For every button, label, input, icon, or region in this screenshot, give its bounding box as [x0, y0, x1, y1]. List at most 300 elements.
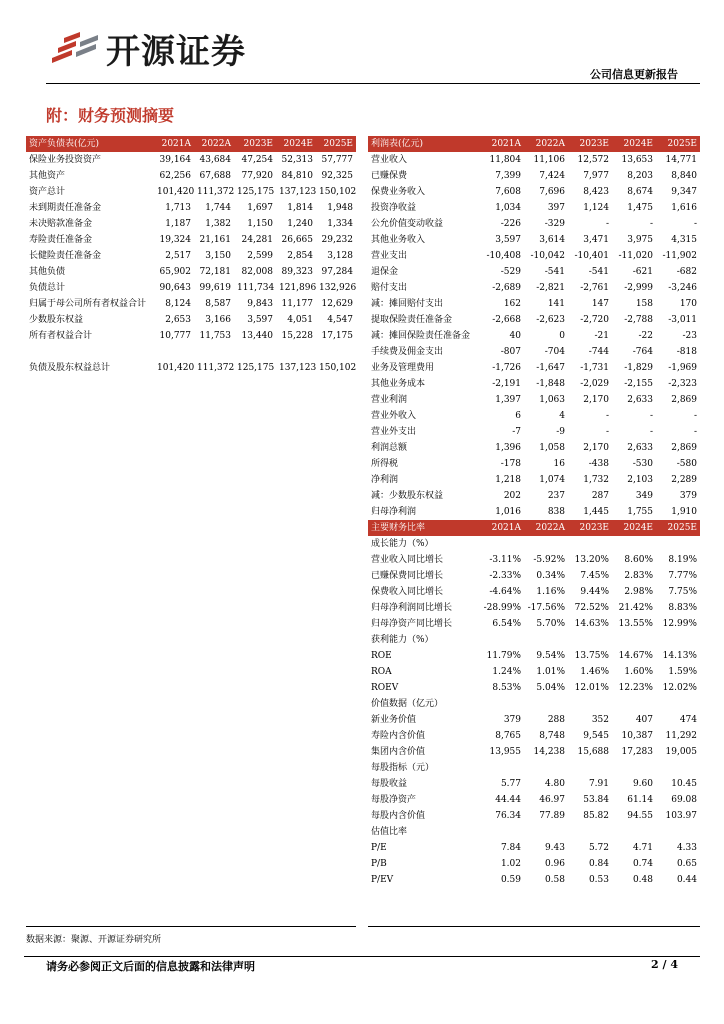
cell-value: 3,471	[583, 235, 609, 245]
cell-value: 43,684	[199, 155, 231, 165]
row-label: 归母净资产同比增长	[371, 619, 453, 629]
cell-value: 1,382	[205, 219, 231, 229]
cell-value: 57,777	[321, 155, 353, 165]
row-label: 营业收入同比增长	[371, 555, 444, 565]
cell-value: 1,697	[247, 203, 273, 213]
year-header: 2024E	[612, 520, 656, 536]
key-ratios-title: 主要财务比率	[368, 520, 480, 536]
cell-value: 237	[547, 491, 565, 501]
table-row	[368, 856, 700, 872]
cell-value: -704	[544, 347, 565, 357]
cell-value: 1,187	[165, 219, 191, 229]
cell-value: 0	[559, 331, 565, 341]
cell-value: 1,034	[495, 203, 521, 213]
cell-value: 137,123	[279, 363, 316, 373]
cell-value: 21,161	[199, 235, 231, 245]
cell-value: -530	[632, 459, 653, 469]
table-row	[368, 600, 700, 616]
cell-value: 2,653	[165, 315, 191, 325]
year-header: 2025E	[316, 136, 356, 152]
table-row	[368, 648, 700, 664]
cell-value: 101,420	[157, 187, 194, 197]
cell-value	[612, 824, 656, 840]
cell-value: -	[605, 427, 609, 437]
cell-value: 10.45	[671, 779, 697, 789]
cell-value: 14.13%	[662, 651, 697, 661]
cell-value: 1.01%	[536, 667, 565, 677]
table-row	[368, 664, 700, 680]
cell-value: 11,106	[533, 155, 565, 165]
cell-value: 12.23%	[618, 683, 653, 693]
table-row	[368, 488, 700, 504]
row-label: 少数股东权益	[29, 315, 84, 325]
table-row	[26, 184, 356, 200]
row-label: 营业外收入	[371, 411, 417, 421]
cell-value: -818	[676, 347, 697, 357]
cell-value: -3,011	[668, 315, 697, 325]
cell-value: -807	[500, 347, 521, 357]
income-statement-title: 利润表(亿元)	[368, 136, 480, 152]
cell-value: 1,058	[539, 443, 565, 453]
cell-value: 111,372	[197, 187, 234, 197]
income-statement-table	[368, 136, 700, 888]
cell-value: 147	[591, 299, 609, 309]
cell-value	[612, 696, 656, 712]
cell-value: 1,240	[287, 219, 313, 229]
cell-value: 1.16%	[536, 587, 565, 597]
cell-value: -4.64%	[489, 587, 521, 597]
cell-value: 3,975	[627, 235, 653, 245]
row-label: 所得税	[371, 459, 399, 469]
row-label: 估值比率	[371, 827, 408, 837]
cell-value: -529	[500, 267, 521, 277]
cell-value: 8.19%	[668, 555, 697, 565]
cell-value: 5.77	[500, 779, 521, 789]
cell-value: 202	[503, 491, 521, 501]
row-label: 归母净利润	[371, 507, 417, 517]
table-row	[368, 616, 700, 632]
cell-value: 0.34%	[536, 571, 565, 581]
cell-value: 11,177	[281, 299, 313, 309]
balance-sheet-header	[26, 136, 356, 152]
row-label	[26, 344, 154, 360]
cell-value	[656, 536, 700, 552]
report-type: 公司信息更新报告	[590, 68, 678, 81]
cell-value: 1.24%	[492, 667, 521, 677]
table-row	[368, 744, 700, 760]
cell-value: -	[693, 219, 697, 229]
row-label: ROE	[371, 651, 392, 661]
cell-value	[656, 760, 700, 776]
row-label: 其他负债	[29, 267, 66, 277]
cell-value: -17.56%	[527, 603, 565, 613]
cell-value: -	[649, 219, 653, 229]
row-label: 资产总计	[29, 187, 66, 197]
cell-value: 99,619	[199, 283, 231, 293]
cell-value: 12.02%	[662, 683, 697, 693]
cell-value: 8,840	[671, 171, 697, 181]
row-label: 营业收入	[371, 155, 408, 165]
table-row	[368, 200, 700, 216]
cell-value	[316, 344, 356, 360]
cell-value: 7,608	[495, 187, 521, 197]
cell-value: -10,408	[486, 251, 521, 261]
table-row	[26, 200, 356, 216]
cell-value: 89,323	[281, 267, 313, 277]
cell-value: 0.74	[632, 859, 653, 869]
table-row	[368, 328, 700, 344]
cell-value: 2,517	[165, 251, 191, 261]
table-row	[368, 472, 700, 488]
cell-value: 8,587	[205, 299, 231, 309]
key-ratios-body	[368, 536, 700, 888]
cell-value: -329	[544, 219, 565, 229]
cell-value	[612, 536, 656, 552]
cell-value: 150,102	[319, 363, 356, 373]
cell-value: 1,150	[247, 219, 273, 229]
cell-value: 1,948	[327, 203, 353, 213]
cell-value: 92,325	[321, 171, 353, 181]
year-header: 2023E	[568, 520, 612, 536]
row-label: 未到期责任准备金	[29, 203, 102, 213]
cell-value: -2.33%	[489, 571, 521, 581]
cell-value: 0.96	[544, 859, 565, 869]
table-row	[368, 392, 700, 408]
row-label: 获利能力（%）	[371, 635, 434, 645]
cell-value: 11,292	[665, 731, 697, 741]
cell-value: 4,315	[671, 235, 697, 245]
header-divider	[46, 83, 700, 84]
table-row	[368, 568, 700, 584]
cell-value: 13.75%	[574, 651, 609, 661]
cell-value	[524, 696, 568, 712]
income-statement-header	[368, 136, 700, 152]
source-divider-left	[26, 926, 356, 927]
page-title: 附：财务预测摘要	[46, 106, 175, 125]
cell-value: 13.20%	[574, 555, 609, 565]
cell-value: 1,755	[627, 507, 653, 517]
cell-value: 2,170	[583, 395, 609, 405]
cell-value: -226	[500, 219, 521, 229]
row-label: 营业利润	[371, 395, 408, 405]
cell-value: 2,170	[583, 443, 609, 453]
cell-value: -682	[676, 267, 697, 277]
cell-value: 69.08	[671, 795, 697, 805]
cell-value: 379	[679, 491, 697, 501]
cell-value	[234, 344, 276, 360]
cell-value: -1,647	[536, 363, 565, 373]
cell-value: 2,869	[671, 395, 697, 405]
cell-value: 8.53%	[492, 683, 521, 693]
row-label: 新业务价值	[371, 715, 417, 725]
cell-value: 1,063	[539, 395, 565, 405]
cell-value: 8,423	[583, 187, 609, 197]
cell-value: 16	[553, 459, 565, 469]
cell-value: -2,821	[536, 283, 565, 293]
cell-value: 0.58	[544, 875, 565, 885]
table-row	[368, 680, 700, 696]
cell-value: 19,324	[159, 235, 191, 245]
table-row	[26, 312, 356, 328]
year-header: 2025E	[656, 520, 700, 536]
year-header: 2022A	[524, 520, 568, 536]
balance-sheet-title: 资产负债表(亿元)	[26, 136, 154, 152]
cell-value: 1,397	[495, 395, 521, 405]
cell-value: 1.46%	[580, 667, 609, 677]
cell-value: -621	[632, 267, 653, 277]
cell-value: -21	[594, 331, 609, 341]
data-source-note: 数据来源：聚源、开源证券研究所	[26, 935, 162, 945]
cell-value: 9.44%	[580, 587, 609, 597]
cell-value: 170	[679, 299, 697, 309]
row-label: 已赚保费	[371, 171, 408, 181]
cell-value: 1.59%	[668, 667, 697, 677]
cell-value: -11,020	[618, 251, 653, 261]
cell-value: 5.70%	[536, 619, 565, 629]
cell-value: 2,869	[671, 443, 697, 453]
table-row	[368, 360, 700, 376]
table-row	[26, 216, 356, 232]
table-row	[368, 248, 700, 264]
table-row	[368, 872, 700, 888]
year-header: 2021A	[480, 136, 524, 152]
source-divider-right	[368, 926, 700, 927]
cell-value: 838	[547, 507, 565, 517]
cell-value: 8,765	[495, 731, 521, 741]
cell-value: 125,175	[237, 187, 275, 197]
table-row	[368, 712, 700, 728]
cell-value: 2.98%	[624, 587, 653, 597]
cell-value: 13,440	[241, 331, 273, 341]
cell-value: 7,399	[495, 171, 521, 181]
key-ratios-header-group	[368, 520, 700, 536]
cell-value: 6.54%	[492, 619, 521, 629]
cell-value: 39,164	[159, 155, 191, 165]
brand-name: 开源证券	[106, 31, 246, 72]
row-label: 寿险内含价值	[371, 731, 426, 741]
balance-sheet-table	[26, 136, 356, 376]
cell-value	[480, 632, 524, 648]
cell-value: -2,788	[624, 315, 653, 325]
table-row	[26, 264, 356, 280]
cell-value	[568, 536, 612, 552]
footer-divider	[24, 956, 700, 957]
cell-value: 4.71	[632, 843, 653, 853]
cell-value: 2,103	[627, 475, 653, 485]
cell-value: 82,008	[241, 267, 273, 277]
cell-value: 1,910	[671, 507, 697, 517]
cell-value: -178	[500, 459, 521, 469]
row-label: 集团内含价值	[371, 747, 426, 757]
table-row	[368, 440, 700, 456]
cell-value: -2,668	[492, 315, 521, 325]
key-ratios-header	[368, 520, 700, 536]
row-label: 每股收益	[371, 779, 408, 789]
table-row	[368, 776, 700, 792]
cell-value	[276, 344, 316, 360]
year-header: 2021A	[154, 136, 194, 152]
cell-value: 14.63%	[574, 619, 609, 629]
cell-value: -1,829	[624, 363, 653, 373]
table-row	[368, 264, 700, 280]
cell-value: -541	[588, 267, 609, 277]
cell-value: 2,599	[247, 251, 273, 261]
year-header: 2023E	[234, 136, 276, 152]
cell-value: 15,228	[281, 331, 313, 341]
cell-value: 10,387	[621, 731, 653, 741]
cell-value: 47,254	[241, 155, 273, 165]
cell-value: 2,289	[671, 475, 697, 485]
cell-value: 3,128	[327, 251, 353, 261]
row-label: 负债及股东权益总计	[29, 363, 111, 373]
table-row	[26, 360, 356, 376]
cell-value: 7.91	[588, 779, 609, 789]
cell-value: 19,005	[665, 747, 697, 757]
row-label: 业务及管理费用	[371, 363, 435, 373]
cell-value: 13,955	[489, 747, 521, 757]
cell-value: -5.92%	[533, 555, 565, 565]
cell-value: -2,623	[536, 315, 565, 325]
cell-value: 150,102	[319, 187, 356, 197]
row-label: 价值数据（亿元）	[371, 699, 444, 709]
cell-value: -	[693, 427, 697, 437]
row-label: 提取保险责任准备金	[371, 315, 453, 325]
table-row	[368, 792, 700, 808]
cell-value: 132,926	[319, 283, 356, 293]
brand-logo	[50, 28, 246, 72]
cell-value	[568, 824, 612, 840]
cell-value: 29,232	[321, 235, 353, 245]
cell-value: -3,246	[668, 283, 697, 293]
cell-value: 3,597	[495, 235, 521, 245]
cell-value: 407	[635, 715, 653, 725]
cell-value: 77.89	[539, 811, 565, 821]
cell-value: -3.11%	[489, 555, 521, 565]
row-label: 长健险责任准备金	[29, 251, 102, 261]
cell-value: 8,748	[539, 731, 565, 741]
cell-value: 1.02	[500, 859, 521, 869]
cell-value: 101,420	[157, 363, 194, 373]
cell-value: 349	[635, 491, 653, 501]
cell-value: 24,281	[241, 235, 273, 245]
cell-value: -2,191	[492, 379, 521, 389]
cell-value: 397	[547, 203, 565, 213]
cell-value	[568, 632, 612, 648]
cell-value: 14,771	[665, 155, 697, 165]
cell-value: 8,124	[165, 299, 191, 309]
cell-value: 7.45%	[580, 571, 609, 581]
balance-sheet-body	[26, 152, 356, 376]
cell-value: 53.84	[583, 795, 609, 805]
row-label: P/B	[371, 859, 387, 869]
cell-value: 14.67%	[618, 651, 653, 661]
row-label: 其他业务成本	[371, 379, 426, 389]
row-label: 退保金	[371, 267, 399, 277]
cell-value: 11.79%	[486, 651, 521, 661]
row-label: 营业支出	[371, 251, 408, 261]
cell-value: 13.55%	[618, 619, 653, 629]
cell-value: -	[649, 411, 653, 421]
row-label: 手续费及佣金支出	[371, 347, 444, 357]
cell-value: 4.33	[676, 843, 697, 853]
cell-value: 4.80	[544, 779, 565, 789]
cell-value: 85.82	[583, 811, 609, 821]
cell-value: -10,042	[530, 251, 565, 261]
cell-value: 474	[679, 715, 697, 725]
cell-value: 4	[559, 411, 565, 421]
cell-value: 1,334	[327, 219, 353, 229]
cell-value: 17,283	[621, 747, 653, 757]
cell-value: 21.42%	[618, 603, 653, 613]
cell-value: 2,633	[627, 443, 653, 453]
cell-value: -	[693, 411, 697, 421]
cell-value: -10,401	[574, 251, 609, 261]
cell-value: -22	[638, 331, 653, 341]
cell-value: -11,902	[662, 251, 697, 261]
year-header: 2021A	[480, 520, 524, 536]
cell-value: 1,445	[583, 507, 609, 517]
cell-value: 1,744	[205, 203, 231, 213]
row-label: 寿险责任准备金	[29, 235, 93, 245]
cell-value	[480, 696, 524, 712]
cell-value: -580	[676, 459, 697, 469]
cell-value: 1,713	[165, 203, 191, 213]
cell-value: 84,810	[281, 171, 313, 181]
year-header: 2022A	[524, 136, 568, 152]
table-row	[368, 456, 700, 472]
row-label: 投资净收益	[371, 203, 417, 213]
cell-value: -764	[632, 347, 653, 357]
row-label: 营业外支出	[371, 427, 417, 437]
cell-value: 7,424	[539, 171, 565, 181]
cell-value: -1,731	[580, 363, 609, 373]
table-row	[368, 376, 700, 392]
cell-value: 287	[591, 491, 609, 501]
cell-value	[656, 696, 700, 712]
table-row	[368, 312, 700, 328]
year-header: 2022A	[194, 136, 234, 152]
cell-value: 3,614	[539, 235, 565, 245]
cell-value	[656, 824, 700, 840]
row-label: 未决赔款准备金	[29, 219, 93, 229]
row-label: P/EV	[371, 875, 394, 885]
cell-value: 77,920	[241, 171, 273, 181]
table-row	[368, 552, 700, 568]
cell-value: 0.44	[676, 875, 697, 885]
cell-value: 72.52%	[574, 603, 609, 613]
cell-value: 7.84	[500, 843, 521, 853]
cell-value: 67,688	[199, 171, 231, 181]
cell-value: -9	[556, 427, 565, 437]
table-row	[26, 328, 356, 344]
cell-value: 1,616	[671, 203, 697, 213]
table-row	[368, 184, 700, 200]
cell-value: 2.83%	[624, 571, 653, 581]
cell-value: -1,969	[668, 363, 697, 373]
cell-value: -2,155	[624, 379, 653, 389]
row-label: 保费收入同比增长	[371, 587, 444, 597]
cell-value: 12,572	[577, 155, 609, 165]
cell-value	[154, 344, 194, 360]
table-row	[368, 408, 700, 424]
cell-value: 8,674	[627, 187, 653, 197]
cell-value: 62,256	[159, 171, 191, 181]
cell-value: 2,854	[287, 251, 313, 261]
cell-value: 7.77%	[668, 571, 697, 581]
cell-value: 9,545	[583, 731, 609, 741]
year-header: 2025E	[656, 136, 700, 152]
table-row	[368, 152, 700, 168]
